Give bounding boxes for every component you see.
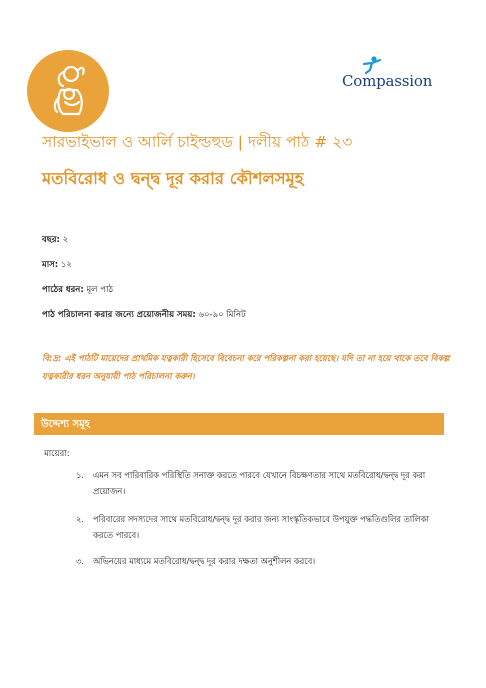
meta-value: ১২ (60, 260, 72, 270)
compassion-wordmark: Compassion (342, 72, 433, 90)
meta-year (42, 233, 68, 247)
meta-value: মূল পাঠ (86, 285, 113, 295)
lesson-title: মতবিরোধ ও দ্বন্দ্ব দূর করার কৌশলসমূহ (42, 169, 304, 188)
meta-label: মাস: (42, 260, 59, 270)
objectives-heading: উদ্দেশ্য সমূহ (41, 419, 90, 430)
meta-label: পাঠ পরিচালনা করার জন্যে প্রয়োজনীয় সময়: (42, 310, 196, 320)
meta-month (42, 258, 72, 272)
meta-value: ৬০-৯০ মিনিট (198, 310, 246, 320)
meta-value: ২ (62, 235, 69, 245)
meta-duration (42, 308, 246, 322)
objective-number: ১. (76, 470, 85, 480)
meta-label: বছর: (42, 235, 60, 245)
mother-child-icon (27, 50, 109, 132)
lesson-logo (27, 50, 109, 132)
objective-number: ৩. (76, 556, 85, 566)
objectives-header (34, 413, 444, 435)
objective-text: অভিনয়ের মাধ্যমে মতবিরোধ/দ্বন্দ্ব দূর করার দক্ষতা অনুশীলন করবে। (93, 556, 316, 566)
objectives-intro: মায়েরা: (44, 449, 70, 459)
objective-text: এমন সব পারিবারিক পরিস্থিতি সনাক্ত করতে পারবে যেখানে বিচক্ষণতার সাথে মতবিরোধ/দ্বন্দ্ব দূর করা প্রয়োজন। (93, 470, 426, 496)
meta-label: পাঠের ধরন: (42, 285, 84, 295)
objective-number: ২. (76, 514, 85, 524)
lesson-subtitle: সারভাইভাল ও আর্লি চাইল্ডহুড | দলীয় পাঠ # ২৩ (42, 133, 353, 151)
meta-lesson-type (42, 283, 113, 297)
objective-text: পরিবারের সদস্যদের সাথে মতবিরোধ/দ্বন্দ্ব দূর করার জন্য সাংস্কৃতিকভাবে উপযুক্ত পদ্ধতিগুলির তালিকা করতে পারবে। (93, 514, 429, 540)
compassion-logo (342, 56, 452, 96)
lesson-note: বি:দ্র: এই পাঠটি মায়েদের প্রাথমিক যত্নকারী হিসেবে বিবেচনা করে পরিকল্পনা করা হয়েছে। যদি তা না হয়ে থাকে তবে বিকল্প যত্নকারীর ধরন অনুযায়ী পাঠ পরিচালনা করুন। (42, 353, 450, 381)
